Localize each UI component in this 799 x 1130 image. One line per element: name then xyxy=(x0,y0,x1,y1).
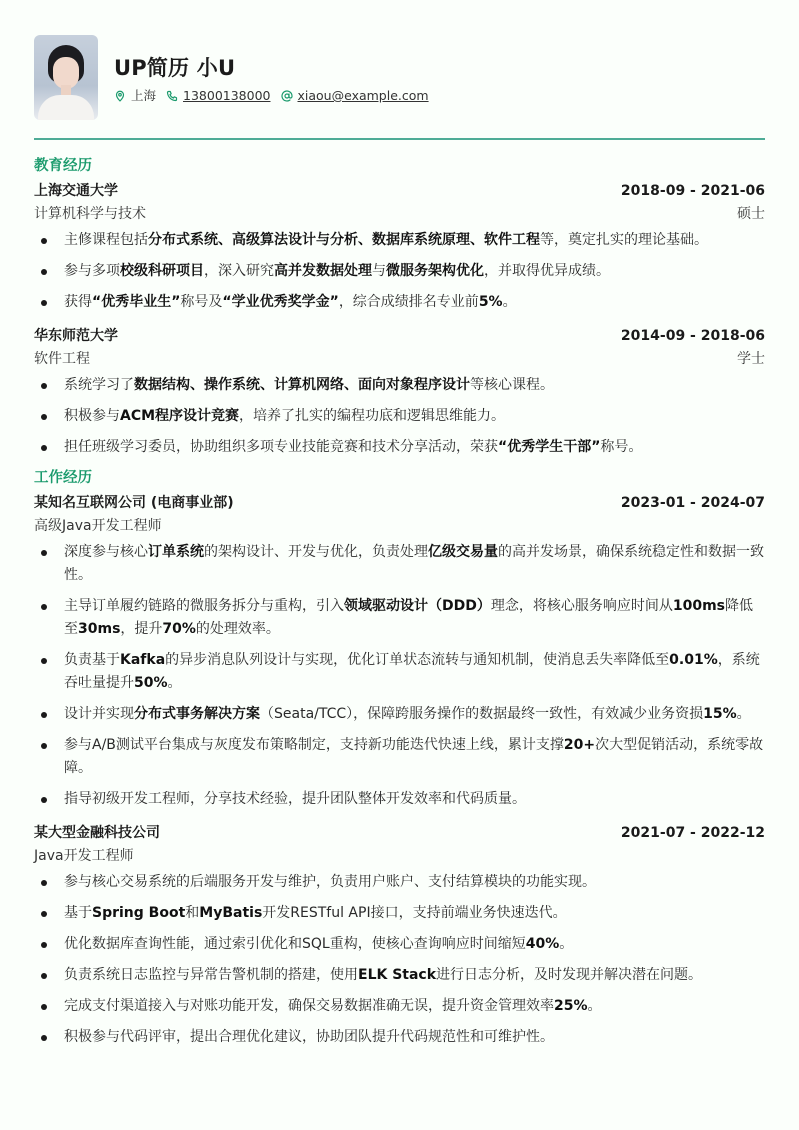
highlight-text: 亿级交易量 xyxy=(428,544,498,560)
highlight-text: 100ms xyxy=(672,598,726,614)
highlight-text: MyBatis xyxy=(199,905,263,921)
school-name: 华东师范大学 xyxy=(34,328,118,344)
location-text: 上海 xyxy=(131,88,157,103)
highlight-text: ACM程序设计竞赛 xyxy=(120,408,240,424)
highlight-text: 0.01% xyxy=(669,652,718,668)
education-entry xyxy=(34,179,765,314)
work-entry xyxy=(34,491,765,811)
bullet-item: 主修课程包括分布式系统、高级算法设计与分析、数据库系统原理、软件工程等，奠定扎实的理论基础。 xyxy=(34,229,765,252)
bullet-item: 参与A/B测试平台集成与灰度发布策略制定，支持新功能迭代快速上线，累计支撑20+次大型促销活动，系统零故障。 xyxy=(34,734,765,780)
resume-header xyxy=(34,34,439,120)
highlight-text: 微服务架构优化 xyxy=(386,263,484,279)
work-section xyxy=(34,467,765,1049)
highlight-text: 25% xyxy=(554,998,588,1014)
highlight-text: 5% xyxy=(478,294,503,310)
highlight-text: 20+ xyxy=(563,737,596,753)
date-range: 2018-09 - 2021-06 xyxy=(620,183,765,199)
highlight-text: “学业优秀奖学金” xyxy=(222,294,339,310)
highlight-text: 分布式系统、高级算法设计与分析、数据库系统原理、软件工程 xyxy=(148,232,540,248)
bullet-item: 完成支付渠道接入与对账功能开发，确保交易数据准确无误，提升资金管理效率25%。 xyxy=(34,995,765,1018)
highlight-text: 校级科研项目 xyxy=(120,263,204,279)
bullet-item: 负责系统日志监控与异常告警机制的搭建，使用ELK Stack进行日志分析，及时发现并解决潜在问题。 xyxy=(34,964,765,987)
contact-email xyxy=(281,88,429,104)
education-section xyxy=(34,155,765,459)
bullet-item: 基于Spring Boot和MyBatis开发RESTful API接口，支持前端业务快速迭代。 xyxy=(34,902,765,925)
bullet-item: 积极参与代码评审，提出合理优化建议，协助团队提升代码规范性和可维护性。 xyxy=(34,1026,765,1049)
work-entry xyxy=(34,821,765,1049)
bullet-list xyxy=(34,229,765,314)
section-title-work: 工作经历 xyxy=(34,470,92,486)
bullet-item: 参与核心交易系统的后端服务开发与维护，负责用户账户、支付结算模块的功能实现。 xyxy=(34,871,765,894)
highlight-text: 订单系统 xyxy=(148,544,204,560)
bullet-item: 主导订单履约链路的微服务拆分与重构，引入领域驱动设计（DDD）理念，将核心服务响应时间从100ms降低至30ms，提升70%的处理效率。 xyxy=(34,595,765,641)
job-title: Java开发工程师 xyxy=(34,848,134,864)
highlight-text: 数据结构、操作系统、计算机网络、面向对象程序设计 xyxy=(134,377,470,393)
date-range: 2023-01 - 2024-07 xyxy=(620,495,765,511)
school-name: 上海交通大学 xyxy=(34,183,118,199)
highlight-text: Kafka xyxy=(120,652,166,668)
resume-content xyxy=(34,155,765,1057)
highlight-text: 40% xyxy=(525,936,560,952)
company-name: 某大型金融科技公司 xyxy=(34,825,160,841)
bullet-item: 指导初级开发工程师，分享技术经验，提升团队整体开发效率和代码质量。 xyxy=(34,788,765,811)
section-title-education: 教育经历 xyxy=(34,158,92,174)
degree: 学士 xyxy=(737,351,765,367)
bullet-item: 参与多项校级科研项目，深入研究高并发数据处理与微服务架构优化，并取得优异成绩。 xyxy=(34,260,765,283)
bullet-item: 系统学习了数据结构、操作系统、计算机网络、面向对象程序设计等核心课程。 xyxy=(34,374,765,397)
highlight-text: 领域驱动设计（DDD） xyxy=(344,598,491,614)
bullet-item: 优化数据库查询性能，通过索引优化和SQL重构，使核心查询响应时间缩短40%。 xyxy=(34,933,765,956)
highlight-text: Spring Boot xyxy=(92,905,186,921)
education-entry xyxy=(34,324,765,459)
major: 计算机科学与技术 xyxy=(34,206,146,222)
phone-link[interactable]: 13800138000 xyxy=(183,88,271,103)
highlight-text: ELK Stack xyxy=(358,967,437,983)
date-range: 2021-07 - 2022-12 xyxy=(620,825,765,841)
highlight-text: 70% xyxy=(162,621,196,637)
degree: 硕士 xyxy=(737,206,765,222)
bullet-item: 深度参与核心订单系统的架构设计、开发与优化，负责处理亿级交易量的高并发场景，确保系统稳定性和数据一致性。 xyxy=(34,541,765,587)
highlight-text: “优秀毕业生” xyxy=(92,294,181,310)
bullet-item: 设计并实现分布式事务解决方案（Seata/TCC），保障跨服务操作的数据最终一致性，有效减少业务资损15%。 xyxy=(34,703,765,726)
at-sign-icon xyxy=(281,90,293,102)
highlight-text: 高并发数据处理 xyxy=(274,263,372,279)
profile-photo xyxy=(34,35,98,120)
candidate-name: UP简历 小U xyxy=(114,56,236,80)
header-info xyxy=(114,50,439,104)
date-range: 2014-09 - 2018-06 xyxy=(620,328,765,344)
highlight-text: 分布式事务解决方案 xyxy=(134,706,260,722)
phone-icon xyxy=(166,90,178,102)
highlight-text: 30ms xyxy=(78,621,121,637)
bullet-item: 担任班级学习委员，协助组织多项专业技能竞赛和技术分享活动，荣获“优秀学生干部”称号。 xyxy=(34,436,765,459)
major: 软件工程 xyxy=(34,351,90,367)
bullet-list xyxy=(34,871,765,1049)
highlight-text: “优秀学生干部” xyxy=(498,439,601,455)
company-name: 某知名互联网公司 (电商事业部) xyxy=(34,495,234,511)
bullet-list xyxy=(34,541,765,811)
job-title: 高级Java开发工程师 xyxy=(34,518,162,534)
email-link[interactable]: xiaou@example.com xyxy=(297,88,429,103)
map-pin-icon xyxy=(114,90,126,102)
bullet-item: 负责基于Kafka的异步消息队列设计与实现，优化订单状态流转与通知机制，使消息丢失率降低至0.01%，系统吞吐量提升50%。 xyxy=(34,649,765,695)
bullet-list xyxy=(34,374,765,459)
contact-phone xyxy=(166,88,270,104)
header-divider xyxy=(34,138,765,140)
bullet-item: 获得“优秀毕业生”称号及“学业优秀奖学金”，综合成绩排名专业前5%。 xyxy=(34,291,765,314)
highlight-text: 15% xyxy=(703,706,737,722)
contact-location xyxy=(114,88,156,104)
bullet-item: 积极参与ACM程序设计竞赛，培养了扎实的编程功底和逻辑思维能力。 xyxy=(34,405,765,428)
highlight-text: 50% xyxy=(134,675,168,691)
contact-row xyxy=(114,88,439,104)
